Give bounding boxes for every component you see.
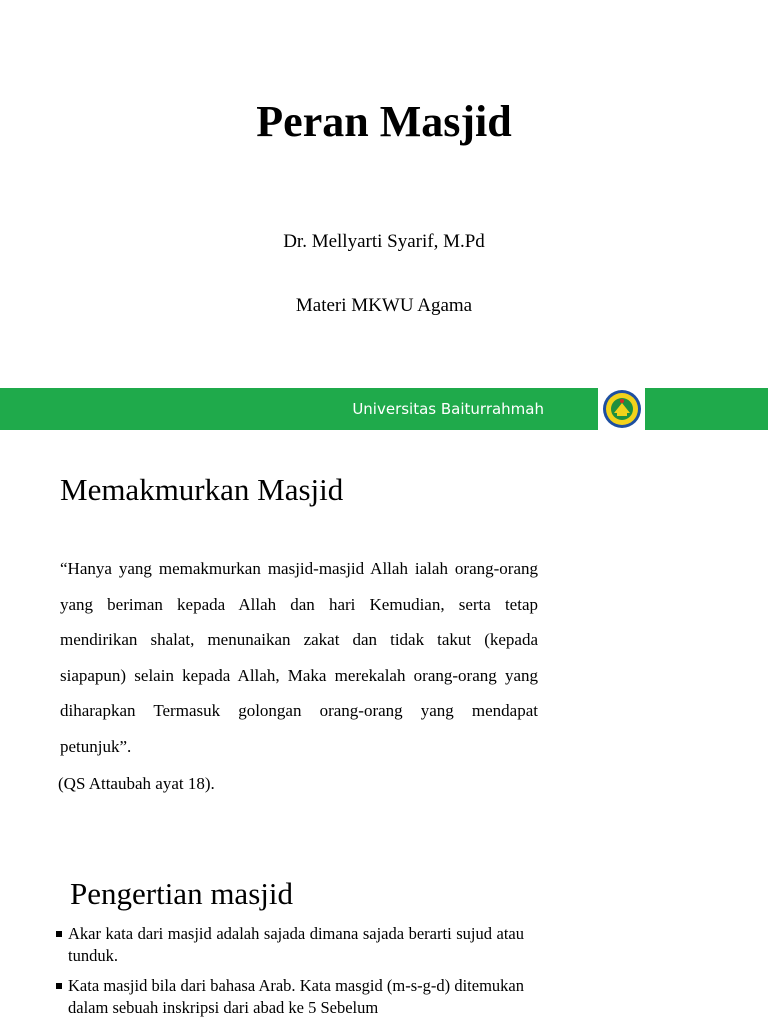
bullet-text: Kata masjid bila dari bahasa Arab. Kata masgid (m-s-g-d) ditemukan dalam sebuah inskripsi dari abad ke 5 Sebelum [68, 976, 524, 1017]
bullet-icon [56, 931, 62, 937]
university-seal-icon [602, 389, 642, 429]
slide-title [0, 0, 768, 388]
presentation-title: Peran Masjid [256, 97, 512, 146]
author-name: Dr. Mellyarti Syarif, M.Pd [283, 231, 485, 252]
course-name: Materi MKWU Agama [295, 295, 473, 316]
bullet-text: Akar kata dari masjid adalah sajada dimana sajada berarti sujud atau tunduk. [68, 924, 524, 965]
university-name: Universitas Baiturrahmah [352, 400, 544, 418]
bar-right [645, 388, 768, 430]
section-heading: Memakmurkan Masjid [60, 472, 344, 507]
quote-reference: (QS Attaubah ayat 18). [58, 774, 215, 793]
slide-pengertian [0, 820, 768, 1024]
quote-text: “Hanya yang memakmurkan masjid-masjid Allah ialah orang-orang yang beriman kepada Allah dan hari Kemudian, serta tetap mendirikan shalat, menunaikan zakat dan tidak takut (kepada siapapun) selain kepada Allah, Maka merekalah orang-orang yang diharapkan Termasuk golongan orang-orang yang mendapat petunjuk”. [60, 559, 538, 756]
university-bar [0, 388, 768, 430]
slide-memakmurkan [0, 388, 768, 820]
bullet-list [54, 923, 524, 1024]
section-heading: Pengertian masjid [70, 876, 293, 911]
list-item [54, 975, 524, 1019]
list-item [54, 923, 524, 967]
bullet-icon [56, 983, 62, 989]
